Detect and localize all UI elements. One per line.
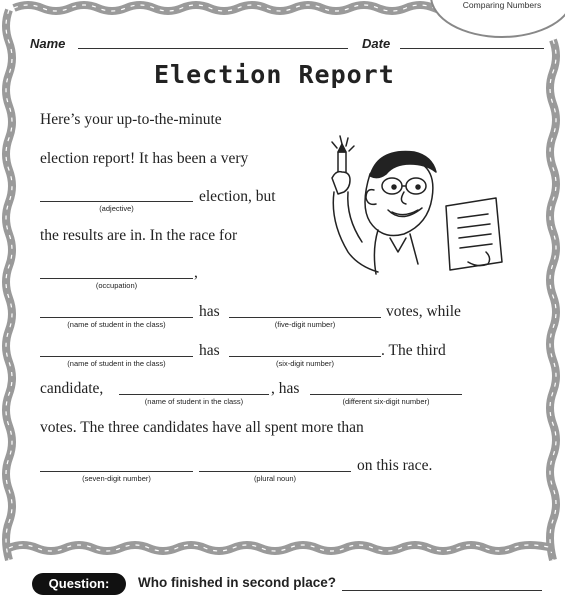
plural-noun-blank[interactable]: [199, 471, 351, 472]
adjective-blank[interactable]: [40, 201, 193, 202]
name-line[interactable]: [78, 48, 348, 49]
story-line-9: votes. The three candidates have all spent more than: [40, 419, 364, 436]
plural-noun-hint: (plural noun): [253, 474, 297, 483]
story-line-6-has: has: [199, 303, 220, 320]
six-digit-blank[interactable]: [229, 356, 381, 357]
story-line-10-end: on this race.: [357, 457, 433, 474]
student2-blank[interactable]: [40, 356, 193, 357]
story-line-8-has: , has: [271, 380, 300, 397]
story-line-6-end: votes, while: [386, 303, 461, 320]
occupation-hint: (occupation): [95, 281, 138, 290]
date-label: Date: [362, 36, 391, 51]
story-line-7-has: has: [199, 342, 220, 359]
five-digit-hint: (five-digit number): [274, 320, 336, 329]
student2-hint: (name of student in the class): [67, 359, 166, 368]
reporter-illustration-icon: [318, 134, 508, 284]
occupation-blank[interactable]: [40, 278, 193, 279]
student1-hint: (name of student in the class): [67, 320, 166, 329]
page-title: Election Report: [154, 60, 395, 89]
story-line-8-start: candidate,: [40, 380, 104, 397]
story-line-5-comma: ,: [194, 264, 198, 281]
story-line-3: election, but: [199, 188, 276, 205]
five-digit-blank[interactable]: [229, 317, 381, 318]
story-line-1: Here’s your up-to-the-minute: [40, 111, 222, 128]
answer-line[interactable]: [342, 590, 542, 591]
seven-digit-hint: (seven-digit number): [82, 474, 151, 483]
date-line[interactable]: [400, 48, 544, 49]
student1-blank[interactable]: [40, 317, 193, 318]
topic-badge-text: Comparing Numbers: [462, 0, 542, 10]
name-label: Name: [30, 36, 66, 51]
story-line-2: election report! It has been a very: [40, 150, 249, 167]
story-line-7-end: . The third: [381, 342, 446, 359]
diff-six-digit-blank[interactable]: [310, 394, 462, 395]
story-line-4: the results are in. In the race for: [40, 227, 238, 244]
six-digit-hint: (six-digit number): [276, 359, 334, 368]
seven-digit-blank[interactable]: [40, 471, 193, 472]
student3-hint: (name of student in the class): [144, 397, 244, 406]
diff-six-digit-hint: (different six-digit number): [342, 397, 430, 406]
question-label: Question:: [32, 573, 126, 595]
student3-blank[interactable]: [119, 394, 269, 395]
question-text: Who finished in second place?: [138, 575, 337, 590]
adjective-hint: (adjective): [99, 204, 134, 213]
